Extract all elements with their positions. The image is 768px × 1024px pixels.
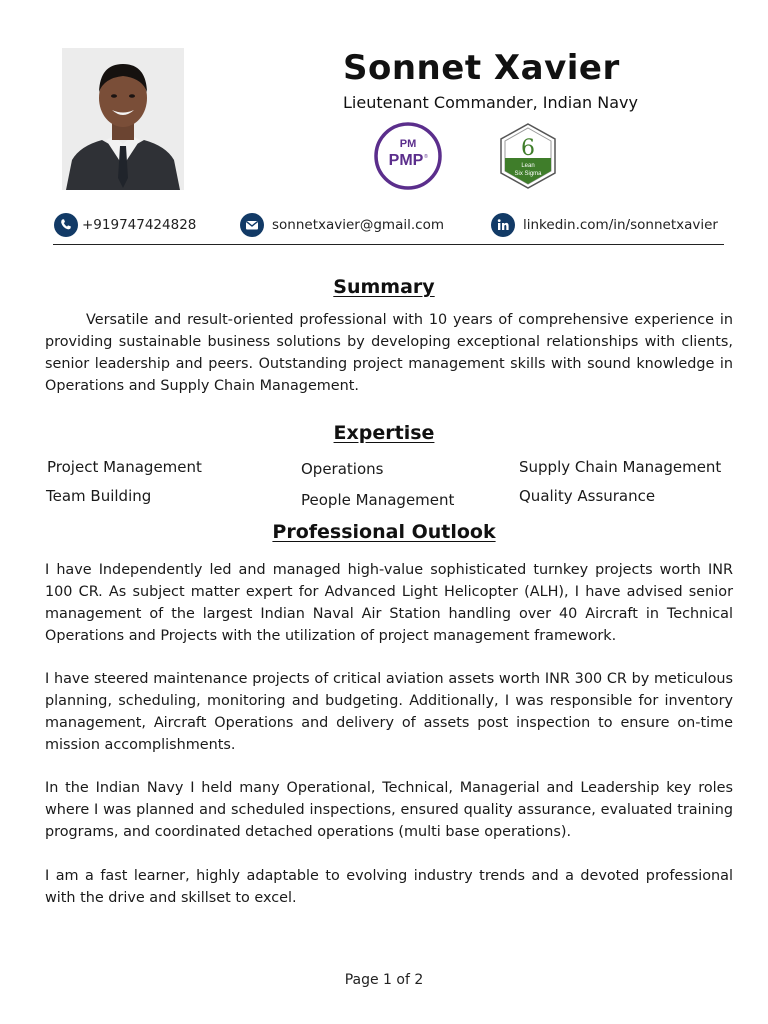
outlook-paragraph: I am a fast learner, highly adaptable to evolving industry trends and a devoted professional with the drive and skillset to excel. — [45, 868, 733, 906]
expertise-item: Project Management — [47, 458, 202, 476]
lss-line1: Lean — [521, 163, 535, 169]
linkedin-url[interactable]: linkedin.com/in/sonnetxavier — [523, 217, 718, 233]
profile-photo — [62, 48, 184, 190]
expertise-item: People Management — [301, 491, 455, 509]
envelope-icon — [240, 213, 264, 237]
portrait-image — [62, 48, 184, 190]
linkedin-contact[interactable] — [491, 212, 718, 238]
expertise-item: Quality Assurance — [519, 487, 656, 505]
expertise-item: Operations — [301, 460, 384, 478]
phone-icon — [54, 213, 78, 237]
linkedin-icon — [491, 213, 515, 237]
outlook-paragraph: I have steered maintenance projects of critical aviation assets worth INR 300 CR by meticulous planning, scheduling, monitoring and budgeting. Additionally, I was responsible for inventory management, Aircraft Operations and delivery of assets post inspection to ensure on-time mission accomplishments. — [45, 671, 733, 753]
phone-contact[interactable] — [54, 212, 196, 238]
page-number: Page 1 of 2 — [344, 972, 424, 988]
expertise-item: Team Building — [46, 487, 152, 505]
pmp-certification-badge — [374, 122, 442, 190]
summary-heading: Summary — [333, 276, 435, 298]
candidate-title: Lieutenant Commander, Indian Navy — [343, 93, 638, 112]
candidate-name: Sonnet Xavier — [343, 48, 620, 88]
outlook-paragraph: In the Indian Navy I held many Operational, Technical, Managerial and Leadership key roles where I was planned and scheduled inspections, ensured quality assurance, evaluated training programs, and coordinated detached operations (multi base operations). — [45, 780, 733, 840]
expertise-item: Supply Chain Management — [519, 458, 722, 476]
summary-text: Versatile and result-oriented professional with 10 years of comprehensive experience in providing sustainable business solutions by developing exceptional relationships with clients, senior leadership and peers. Outstanding project management skills with sound knowledge in Operations and Supply Chain Management. — [45, 312, 733, 394]
email-address[interactable]: sonnetxavier@gmail.com — [272, 217, 444, 233]
expertise-heading: Expertise — [333, 422, 435, 444]
outlook-paragraph: I have Independently led and managed high-value sophisticated turnkey projects worth INR 100 CR. As subject matter expert for Advanced Light Helicopter (ALH), I have advised senior management of the largest Indian Naval Air Station handling over 40 Aircraft in Technical Operations and Projects with the utilization of project management framework. — [45, 562, 733, 644]
outlook-heading: Professional Outlook — [272, 521, 496, 543]
six-sigma-symbol: 6 — [521, 136, 535, 161]
lss-line2: Six Sigma — [514, 171, 542, 177]
lean-six-sigma-badge — [498, 122, 558, 190]
email-contact[interactable] — [240, 212, 444, 238]
pmp-mark-text: PM — [399, 138, 417, 150]
pmp-trademark: ® — [424, 154, 428, 160]
pmp-label: PMP — [388, 152, 424, 169]
phone-number[interactable]: +919747424828 — [82, 217, 197, 233]
header-divider — [53, 244, 724, 245]
